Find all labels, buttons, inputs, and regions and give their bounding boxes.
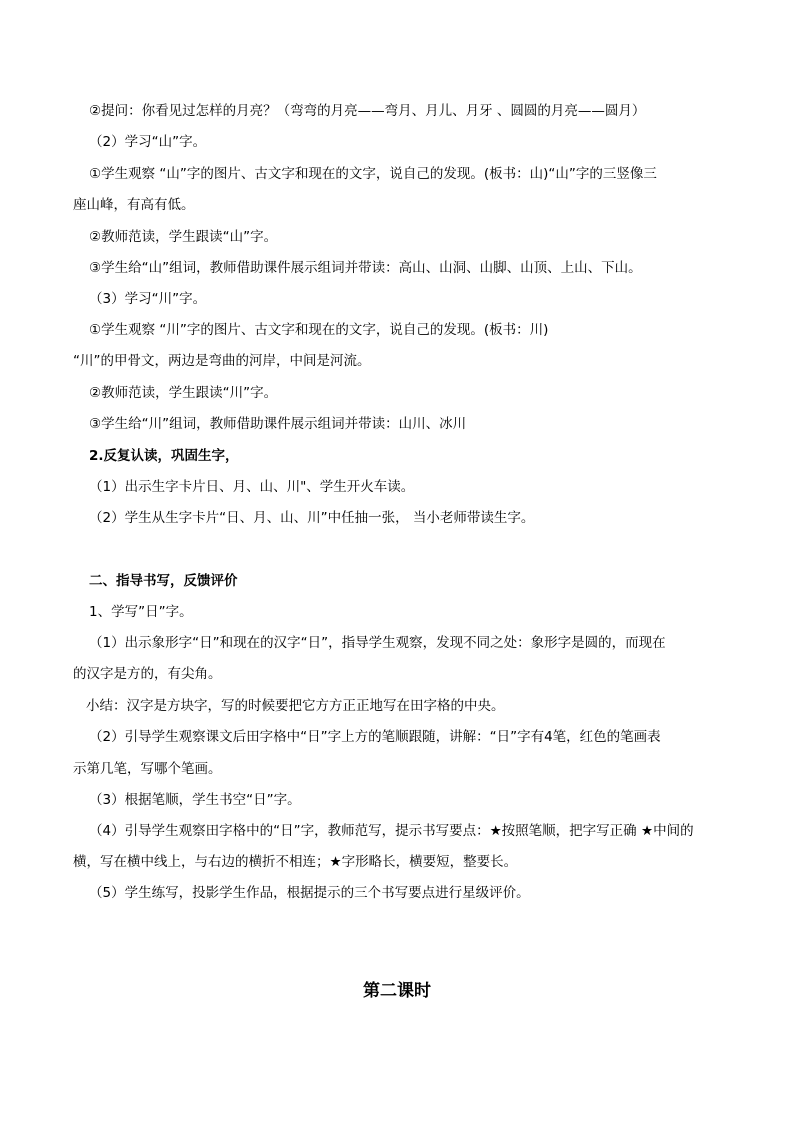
- text-line: ③学生给“川”组词，教师借助课件展示组词并带读：山川、冰川: [89, 416, 467, 432]
- text-line: ①学生观察 “山”字的图片、古文字和现在的文字，说自己的发现。(板书：山)“山”字的三竖像三: [89, 166, 657, 182]
- text-line: （2）学习“山”字。: [89, 134, 207, 150]
- text-line: ①学生观察 “川”字的图片、古文字和现在的文字，说自己的发现。(板书：川): [89, 322, 549, 338]
- text-line: （2）引导学生观察课文后田字格中“日”字上方的笔顺跟随，讲解：“日”字有4笔，红色的笔画表: [89, 729, 661, 745]
- text-line: （1）出示生字卡片日、月、山、川"、学生开火车读。: [89, 479, 415, 495]
- text-line: 2.反复认读，巩固生字，: [89, 448, 239, 464]
- text-line: ②提问：你看见过怎样的月亮？（弯弯的月亮——弯月、月儿、月牙 、圆圆的月亮——圆月）: [89, 103, 646, 119]
- text-line: 示第几笔，写哪个笔画。: [73, 761, 222, 777]
- section-heading: 二、指导书写，反馈评价: [89, 573, 238, 589]
- text-line: （3）学习“川”字。: [89, 291, 207, 307]
- text-line: 小结：汉字是方块字，写的时候要把它方方正正地写在田字格的中央。: [86, 698, 505, 714]
- text-line: ②教师范读，学生跟读“川”字。: [89, 385, 278, 401]
- text-line: ②教师范读，学生跟读“山”字。: [89, 229, 278, 245]
- text-line: （3）根据笔顺，学生书空“日”字。: [89, 792, 301, 808]
- section-title: 第二课时: [363, 981, 431, 1001]
- text-line: “川”的甲骨文，两边是弯曲的河岸，中间是河流。: [73, 353, 371, 369]
- text-line: ③学生给“山”组词，教师借助课件展示组词并带读：高山、山洞、山脚、山顶、上山、下山。: [89, 260, 642, 276]
- text-line: （4）引导学生观察田字格中的“日”字，教师范写，提示书写要点：★按照笔顺，把字写正确 ★中间的: [89, 823, 694, 839]
- text-line: （1）出示象形字“日”和现在的汉字“日”，指导学生观察，发现不同之处：象形字是圆的，而现在: [89, 635, 666, 651]
- text-line: 1、学写”日”字。: [89, 604, 193, 620]
- text-line: 横，写在横中线上，与右边的横折不相连；★字形略长，横要短，整要长。: [73, 854, 518, 870]
- text-line: （2）学生从生字卡片“日、月、山、川”中任抽一张， 当小老师带读生字。: [89, 510, 535, 526]
- text-line: 的汉字是方的，有尖角。: [73, 666, 222, 682]
- text-line: 座山峰，有高有低。: [73, 197, 195, 213]
- text-line: （5）学生练写，投影学生作品，根据提示的三个书写要点进行星级评价。: [89, 885, 530, 901]
